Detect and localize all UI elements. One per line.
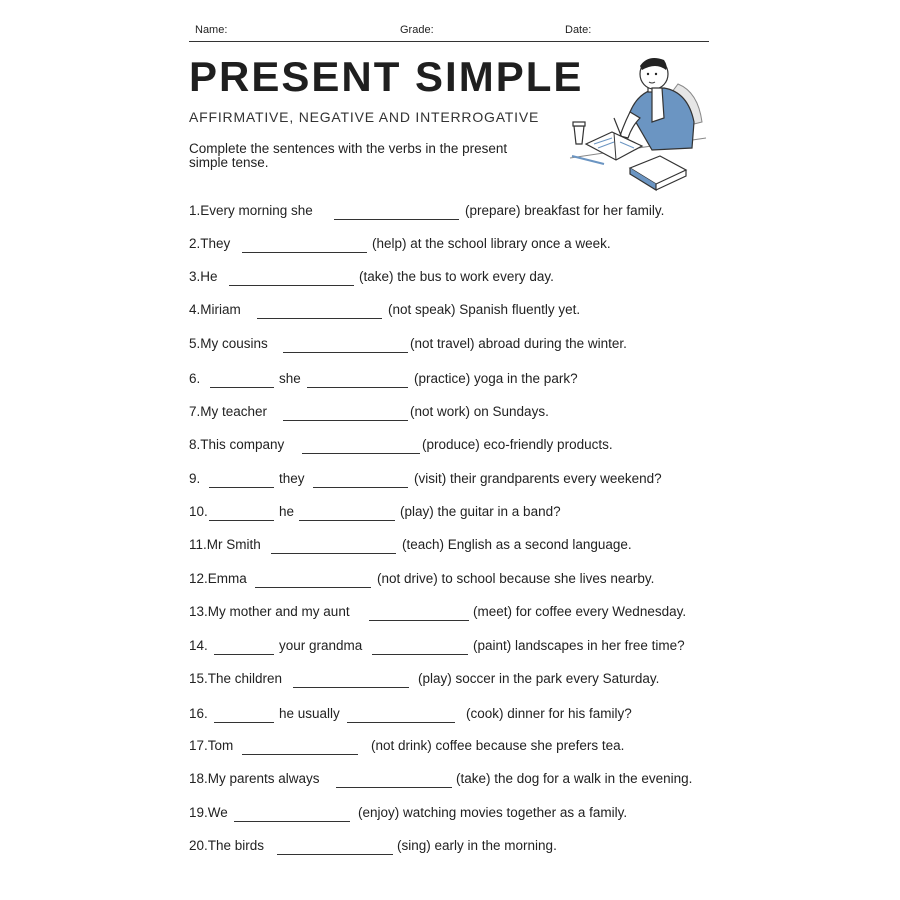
exercise-14-subject: your grandma: [279, 638, 363, 653]
exercise-1-verb: (prepare) breakfast for her family.: [465, 203, 665, 218]
exercise-17-verb: (not drink) coffee because she prefers tea.: [371, 738, 625, 753]
exercise-11-verb: (teach) English as a second language.: [402, 537, 632, 552]
exercise-10-text: 10.: [189, 504, 208, 519]
answer-blank-10b[interactable]: [299, 520, 395, 521]
exercise-17-text: 17.Tom: [189, 738, 234, 753]
answer-blank-9b[interactable]: [313, 487, 408, 488]
exercise-1-text: 1.Every morning she: [189, 203, 313, 218]
exercise-5-verb: (not travel) abroad during the winter.: [410, 336, 627, 351]
page-title: PRESENT SIMPLE: [189, 53, 584, 100]
name-label: Name:: [195, 24, 228, 36]
answer-blank-6a[interactable]: [210, 387, 274, 388]
answer-blank-18[interactable]: [336, 787, 452, 788]
answer-blank-1[interactable]: [334, 219, 459, 220]
exercise-19-verb: (enjoy) watching movies together as a family.: [358, 805, 628, 820]
exercise-3-verb: (take) the bus to work every day.: [359, 269, 554, 284]
exercise-8-verb: (produce) eco-friendly products.: [422, 437, 613, 452]
exercise-11-text: 11.Mr Smith: [189, 537, 261, 552]
exercise-18-text: 18.My parents always: [189, 771, 320, 786]
page-subtitle: AFFIRMATIVE, NEGATIVE AND INTERROGATIVE: [189, 109, 540, 125]
answer-blank-9a[interactable]: [209, 487, 274, 488]
answer-blank-12[interactable]: [255, 587, 371, 588]
answer-blank-13[interactable]: [369, 620, 469, 621]
exercise-14-text: 14.: [189, 638, 208, 653]
exercise-12-text: 12.Emma: [189, 571, 247, 586]
exercise-9-text: 9.: [189, 471, 201, 486]
exercise-7-text: 7.My teacher: [189, 404, 268, 419]
exercise-16-subject: he usually: [279, 706, 340, 721]
answer-blank-7[interactable]: [283, 420, 408, 421]
exercise-15-text: 15.The children: [189, 671, 283, 686]
exercise-7-verb: (not work) on Sundays.: [410, 404, 549, 419]
exercise-3-text: 3.He: [189, 269, 218, 284]
answer-blank-14b[interactable]: [372, 654, 468, 655]
exercise-15-verb: (play) soccer in the park every Saturday.: [418, 671, 660, 686]
exercise-12-verb: (not drive) to school because she lives nearby.: [377, 571, 655, 586]
exercise-6-subject: she: [279, 371, 301, 386]
exercise-13-text: 13.My mother and my aunt: [189, 604, 350, 619]
exercise-18-verb: (take) the dog for a walk in the evening.: [456, 771, 693, 786]
answer-blank-3[interactable]: [229, 285, 354, 286]
exercise-6-verb: (practice) yoga in the park?: [414, 371, 578, 386]
date-label: Date:: [565, 24, 592, 36]
answer-blank-11[interactable]: [271, 553, 396, 554]
exercise-2-text: 2.They: [189, 236, 231, 251]
exercise-5-text: 5.My cousins: [189, 336, 268, 351]
answer-blank-16b[interactable]: [347, 722, 455, 723]
instructions: Complete the sentences with the verbs in the present simple tense.: [189, 141, 508, 170]
exercise-8-text: 8.This company: [189, 437, 285, 452]
exercise-2-verb: (help) at the school library once a week.: [372, 236, 611, 251]
answer-blank-5[interactable]: [283, 352, 408, 353]
answer-blank-17[interactable]: [242, 754, 358, 755]
student-studying-illustration: [568, 52, 708, 192]
exercise-9-subject: they: [279, 471, 305, 486]
answer-blank-19[interactable]: [234, 821, 350, 822]
exercise-4-text: 4.Miriam: [189, 302, 241, 317]
exercise-16-text: 16.: [189, 706, 208, 721]
exercise-14-verb: (paint) landscapes in her free time?: [473, 638, 685, 653]
answer-blank-15[interactable]: [293, 687, 409, 688]
exercise-4-verb: (not speak) Spanish fluently yet.: [388, 302, 581, 317]
student-info-header: [189, 22, 709, 42]
exercise-13-verb: (meet) for coffee every Wednesday.: [473, 604, 687, 619]
exercise-6-text: 6.: [189, 371, 201, 386]
answer-blank-14a[interactable]: [214, 654, 274, 655]
exercise-20-verb: (sing) early in the morning.: [397, 838, 557, 853]
answer-blank-6b[interactable]: [307, 387, 408, 388]
answer-blank-16a[interactable]: [214, 722, 274, 723]
answer-blank-2[interactable]: [242, 252, 367, 253]
answer-blank-20[interactable]: [277, 854, 393, 855]
exercise-10-verb: (play) the guitar in a band?: [400, 504, 561, 519]
exercise-20-text: 20.The birds: [189, 838, 265, 853]
exercise-16-verb: (cook) dinner for his family?: [466, 706, 632, 721]
exercise-10-subject: he: [279, 504, 295, 519]
answer-blank-10a[interactable]: [209, 520, 274, 521]
exercise-9-verb: (visit) their grandparents every weekend?: [414, 471, 662, 486]
answer-blank-8[interactable]: [302, 453, 420, 454]
exercise-19-text: 19.We: [189, 805, 228, 820]
grade-label: Grade:: [400, 24, 434, 36]
answer-blank-4[interactable]: [257, 318, 382, 319]
